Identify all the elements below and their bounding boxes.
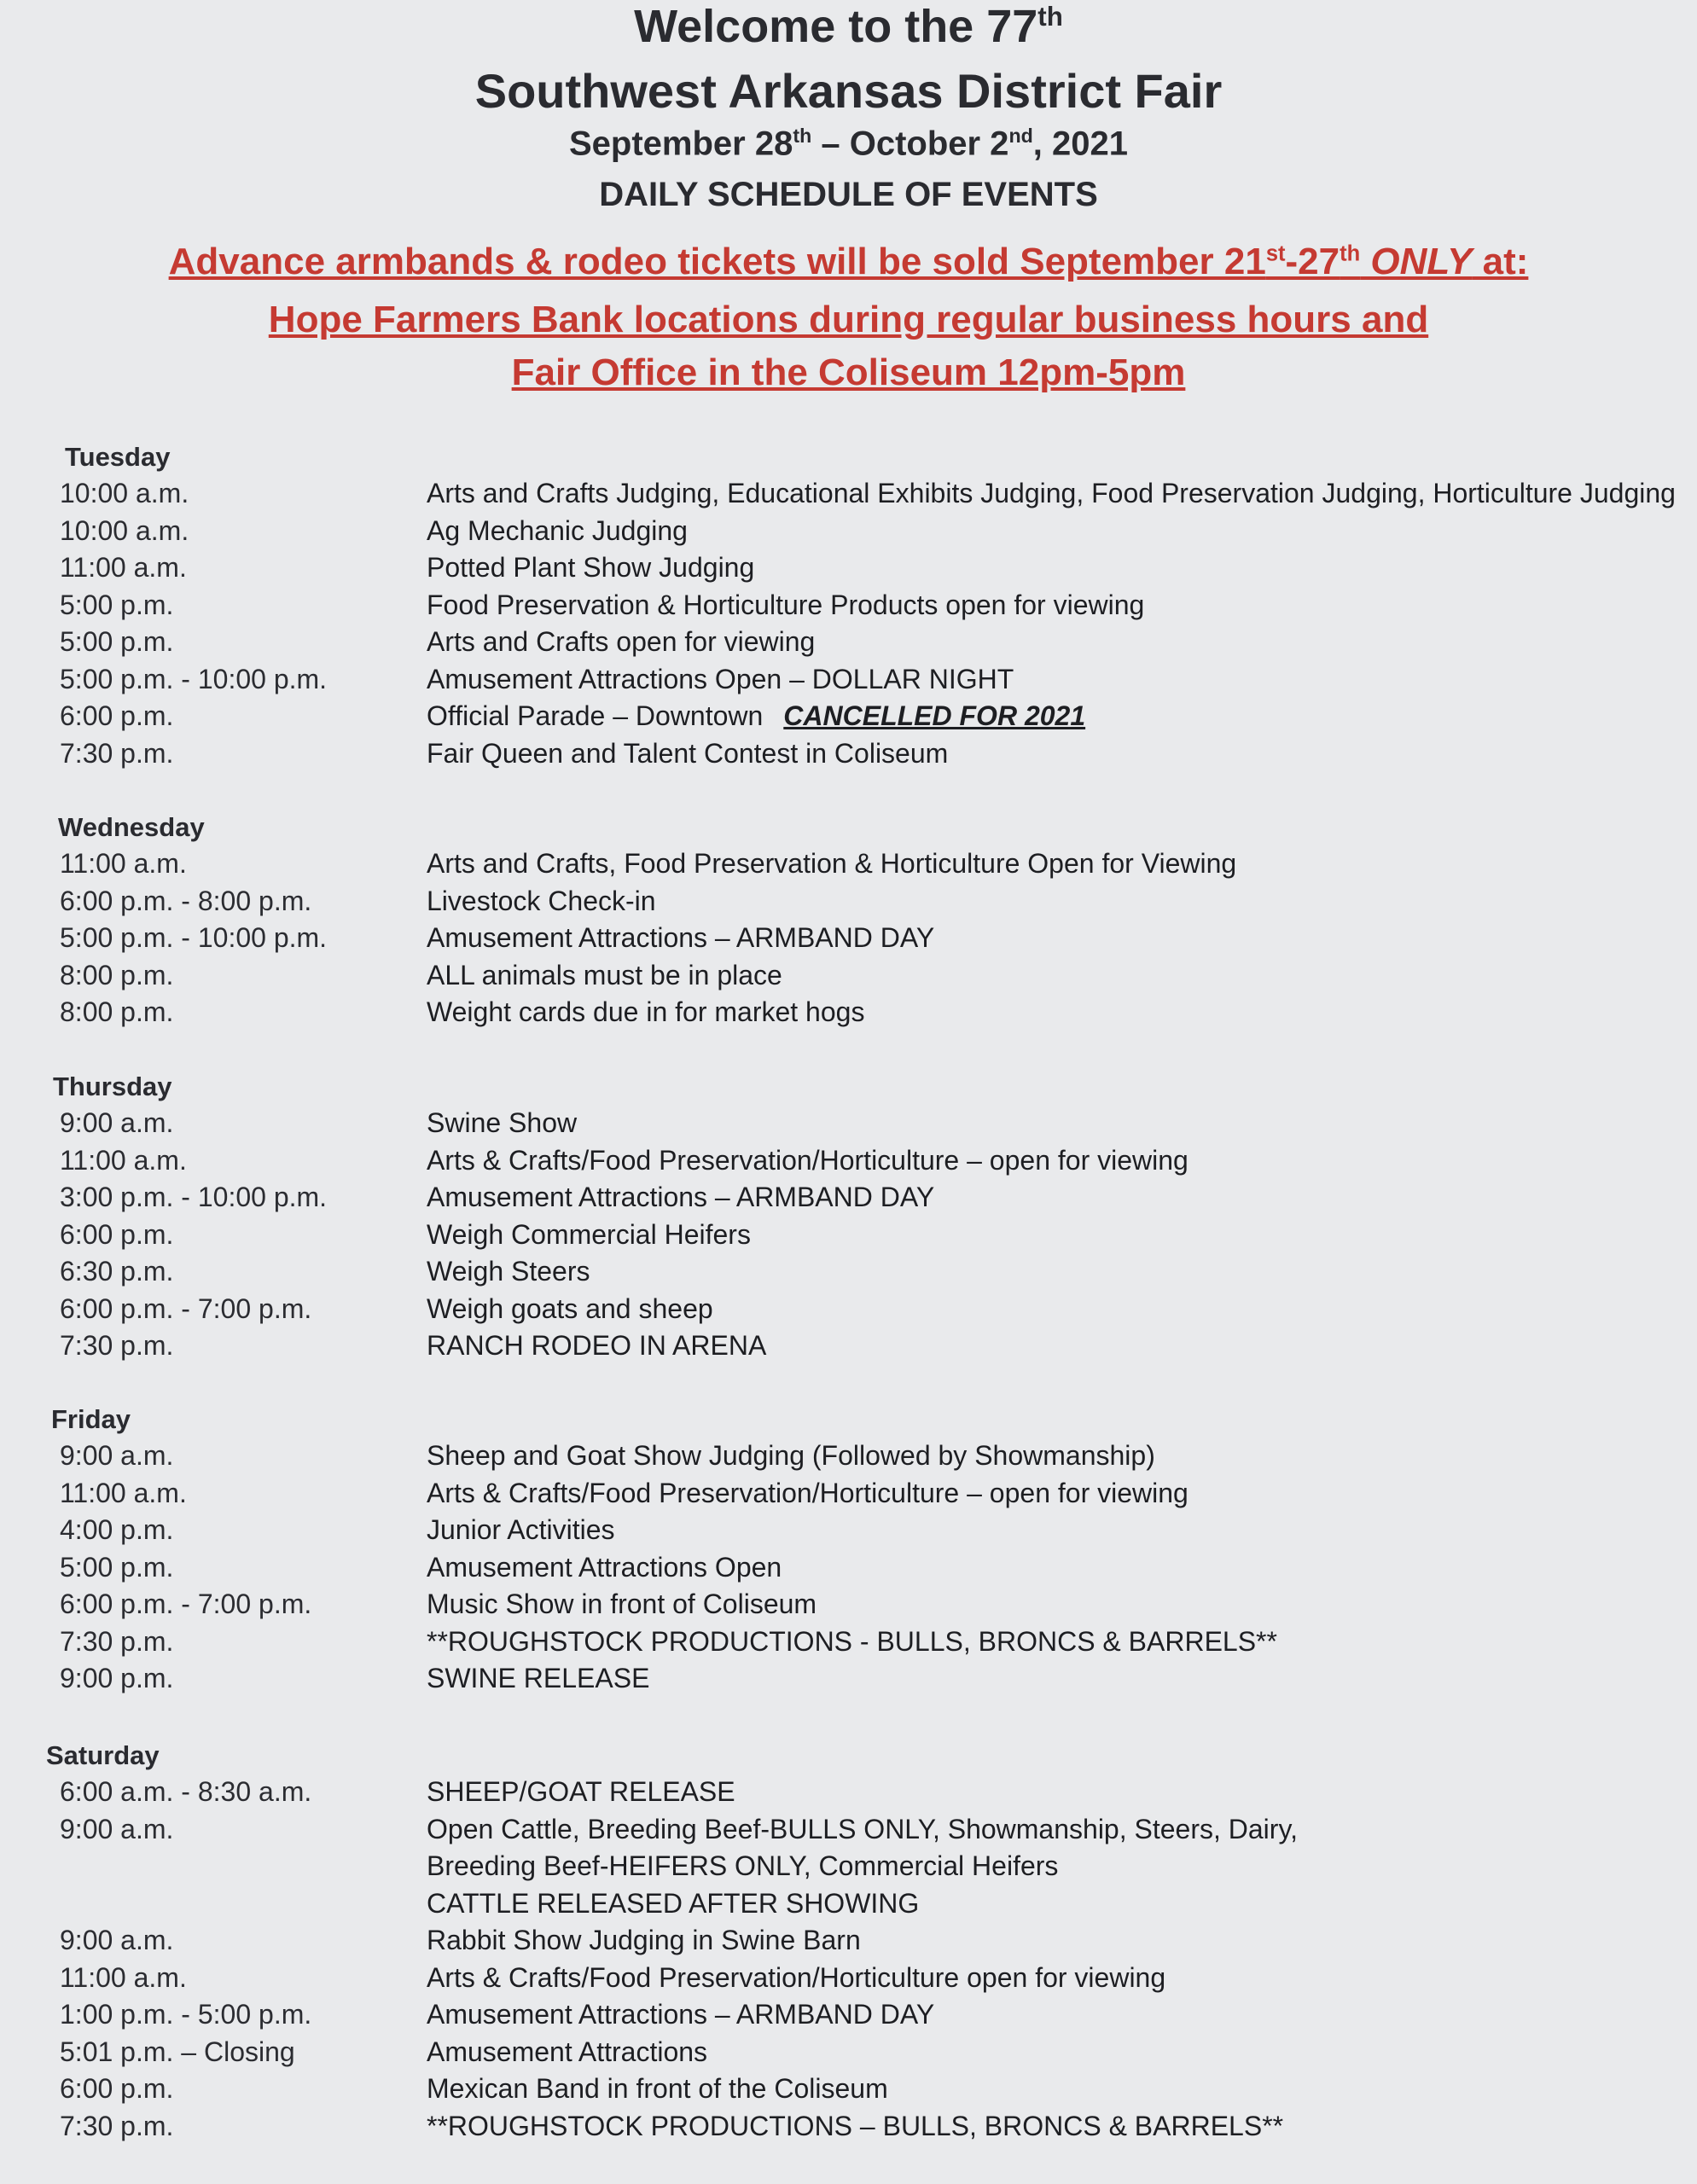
event-text: Music Show in front of Coliseum [427,1589,817,1619]
schedule-row [0,1478,1697,1515]
schedule-row [0,1145,1697,1182]
event-time: 9:00 a.m. [60,1925,174,1955]
event-time: 5:00 p.m. - 10:00 p.m. [60,663,328,694]
event-text: Weigh goats and sheep [427,1292,713,1324]
schedule-row [0,1219,1697,1257]
schedule-row [0,552,1697,590]
welcome-title-text: Welcome to the 77 [634,1,1038,52]
schedule-row [0,2073,1697,2111]
event-text: Fair Queen and Talent Contest in Coliseum [427,737,949,769]
event-time: 8:00 p.m. [60,959,174,990]
event-description [427,1293,713,1325]
event-text: Amusement Attractions – ARMBAND DAY [427,1999,935,2030]
schedule-row [0,848,1697,886]
event-time: 4:00 p.m. [60,1514,174,1545]
event-text: Mexican Band in front of the Coliseum [427,2073,888,2104]
schedule-row [0,700,1697,738]
event-time: 6:00 p.m. [60,700,174,731]
event-time: 5:00 p.m. [60,1551,174,1583]
event-description [427,2073,888,2105]
notice-text-c: at: [1472,241,1529,282]
schedule-row [0,626,1697,664]
fair-name: Southwest Arkansas District Fair [474,64,1223,118]
schedule-row [0,590,1697,627]
schedule-row [0,2036,1697,2074]
event-text: Arts and Crafts open for viewing [427,626,816,657]
notice-sup-2: th [1340,241,1361,266]
event-text: Arts & Crafts/Food Preservation/Horticulture – open for viewing [427,1477,1188,1508]
event-time: 6:00 p.m. - 8:00 p.m. [60,885,312,916]
event-time: 7:30 p.m. [60,1625,174,1657]
event-description [427,960,782,991]
schedule-row [0,922,1697,960]
event-description [427,922,934,954]
event-description [427,1589,817,1620]
event-time: 11:00 a.m. [60,1961,187,1993]
schedule-row [0,1776,1697,1814]
dates-end-sup: nd [1008,125,1033,147]
event-text: Arts & Crafts/Food Preservation/Horticulture open for viewing [427,1961,1166,1993]
event-time: 7:30 p.m. [60,1330,174,1361]
schedule-row [0,1999,1697,2036]
event-description [427,738,948,770]
event-text: Ag Mechanic Judging [427,514,688,546]
event-description [427,1888,919,1920]
cancelled-note: CANCELLED FOR 2021 [783,700,1086,731]
event-description [427,886,656,917]
event-time: 9:00 a.m. [60,1813,174,1844]
schedule-row [0,1552,1697,1589]
event-text: Amusement Attractions – ARMBAND DAY [427,922,935,953]
schedule-row [0,996,1697,1034]
event-time: 11:00 a.m. [60,1477,187,1508]
event-text: Junior Activities [427,1514,615,1545]
event-time: 6:00 p.m. [60,2073,174,2104]
schedule-row [0,1293,1697,1331]
event-time: 3:00 p.m. - 10:00 p.m. [60,1182,328,1212]
event-time: 6:00 p.m. - 7:00 p.m. [60,1589,312,1619]
event-text: **ROUGHSTOCK PRODUCTIONS - BULLS, BRONCS & BARRELS** [427,1625,1277,1657]
schedule-row [0,1589,1697,1626]
event-time: 6:00 a.m. - 8:30 a.m. [60,1776,312,1807]
event-text: Weight cards due in for market hogs [427,996,865,1027]
schedule-row [0,1107,1697,1145]
event-time: 5:00 p.m. [60,589,174,620]
event-description [427,626,815,658]
day-heading-thursday: Thursday [53,1072,172,1101]
notice-line-1 [0,241,1697,283]
event-text: SHEEP/GOAT RELEASE [427,1776,735,1807]
event-text: Arts and Crafts Judging, Educational Exhibits Judging, Food Preservation Judging, Horticulture Judging [427,478,1676,508]
event-description [427,2036,707,2068]
dates-start: September 28 [569,125,793,163]
event-description [427,1182,934,1213]
event-description [427,515,688,547]
event-text: Food Preservation & Horticulture Products open for viewing [427,589,1145,620]
schedule-row [0,1962,1697,2000]
schedule-row [0,664,1697,701]
schedule-row [0,1330,1697,1368]
event-description [427,1514,615,1546]
event-description [427,1814,1298,1845]
event-description [427,1626,1277,1658]
schedule-row [0,886,1697,923]
event-text: **ROUGHSTOCK PRODUCTIONS – BULLS, BRONCS & BARRELS** [427,2110,1284,2141]
event-description [427,1107,577,1139]
day-heading-tuesday: Tuesday [65,442,171,472]
event-description [427,1330,766,1362]
event-description [427,590,1144,621]
event-text: ALL animals must be in place [427,959,782,990]
event-description [427,552,754,584]
welcome-title [0,0,1697,53]
event-description [427,1962,1165,1994]
schedule-row [0,1925,1697,1962]
notice-only: ONLY [1360,241,1473,282]
event-time: 5:01 p.m. – Closing [60,2036,295,2067]
event-time: 8:00 p.m. [60,996,174,1027]
event-time: 10:00 a.m. [60,478,189,508]
event-text: Arts and Crafts, Food Preservation & Horticulture Open for Viewing [427,848,1237,879]
event-time: 7:30 p.m. [60,737,174,769]
event-time: 5:00 p.m. [60,626,174,657]
notice-line-2: Hope Farmers Bank locations during regular business hours and [268,299,1429,340]
event-description [427,1552,782,1583]
event-description [427,1256,590,1287]
dates-year: , 2021 [1032,125,1128,163]
event-description [427,1219,751,1251]
event-description [427,1925,861,1956]
schedule-row [0,1814,1697,1851]
fair-dates [0,125,1697,163]
event-time: 11:00 a.m. [60,552,187,583]
notice-line-3: Fair Office in the Coliseum 12pm-5pm [511,351,1186,393]
event-time: 11:00 a.m. [60,1144,187,1176]
event-description [427,478,1676,509]
schedule-row [0,1440,1697,1478]
schedule-row [0,478,1697,515]
event-text: Amusement Attractions Open [427,1551,782,1583]
schedule-row [0,1256,1697,1293]
event-description [427,1440,1155,1472]
event-time: 7:30 p.m. [60,2110,174,2141]
day-heading-wednesday: Wednesday [58,812,205,842]
schedule-row [0,1850,1697,1888]
dates-start-sup: th [793,125,812,147]
schedule-row [0,2111,1697,2148]
event-description [427,1850,1058,1882]
event-text: Livestock Check-in [427,885,656,916]
event-text: SWINE RELEASE [427,1663,650,1693]
day-heading-friday: Friday [51,1404,131,1434]
event-description [427,1663,649,1694]
event-time: 9:00 a.m. [60,1107,174,1138]
schedule-row [0,1663,1697,1700]
notice-text-a: Advance armbands & rodeo tickets will be sold September 21 [168,241,1266,282]
event-description [427,1145,1188,1176]
schedule-row [0,1888,1697,1926]
welcome-title-sup: th [1037,2,1063,32]
schedule-row [0,1626,1697,1664]
event-time: 1:00 p.m. - 5:00 p.m. [60,1999,312,2030]
event-time: 6:30 p.m. [60,1256,174,1287]
schedule-row [0,1514,1697,1552]
event-description [427,848,1236,880]
event-time: 11:00 a.m. [60,848,187,879]
event-description [427,700,1085,732]
event-text: Amusement Attractions Open – DOLLAR NIGHT [427,663,1014,694]
schedule-heading: DAILY SCHEDULE OF EVENTS [599,176,1098,213]
event-time: 6:00 p.m. [60,1218,174,1250]
event-text: RANCH RODEO IN ARENA [427,1330,767,1361]
event-time: 6:00 p.m. - 7:00 p.m. [60,1292,312,1324]
event-text: Arts & Crafts/Food Preservation/Horticulture – open for viewing [427,1144,1188,1176]
event-text: Amusement Attractions [427,2036,708,2067]
notice-sup-1: st [1265,241,1286,266]
event-time: 10:00 a.m. [60,514,189,546]
event-text: Potted Plant Show Judging [427,552,755,583]
event-time: 5:00 p.m. - 10:00 p.m. [60,922,328,953]
schedule-row [0,515,1697,553]
event-text: Breeding Beef-HEIFERS ONLY, Commercial Heifers [427,1850,1059,1881]
event-text: Weigh Steers [427,1256,590,1287]
event-description [427,664,1014,695]
event-text: Weigh Commercial Heifers [427,1218,751,1250]
event-text: Swine Show [427,1107,578,1138]
event-description [427,1999,934,2030]
schedule-row [0,738,1697,775]
event-description [427,2111,1283,2142]
event-description [427,996,864,1028]
dates-end: – October 2 [811,125,1009,163]
event-text: Open Cattle, Breeding Beef-BULLS ONLY, Showmanship, Steers, Dairy, [427,1813,1298,1844]
event-description [427,1478,1188,1509]
event-text: Official Parade – Downtown [427,700,764,731]
event-time: 9:00 a.m. [60,1440,174,1471]
event-text: Amusement Attractions – ARMBAND DAY [427,1182,935,1212]
day-heading-saturday: Saturday [46,1740,160,1770]
event-text: CATTLE RELEASED AFTER SHOWING [427,1887,920,1919]
event-description [427,1776,735,1808]
event-text: Sheep and Goat Show Judging (Followed by Showmanship) [427,1440,1155,1471]
event-time: 9:00 p.m. [60,1663,174,1693]
schedule-row [0,1182,1697,1219]
event-text: Rabbit Show Judging in Swine Barn [427,1925,861,1955]
schedule-row [0,960,1697,997]
notice-text-b: -27 [1285,241,1340,282]
